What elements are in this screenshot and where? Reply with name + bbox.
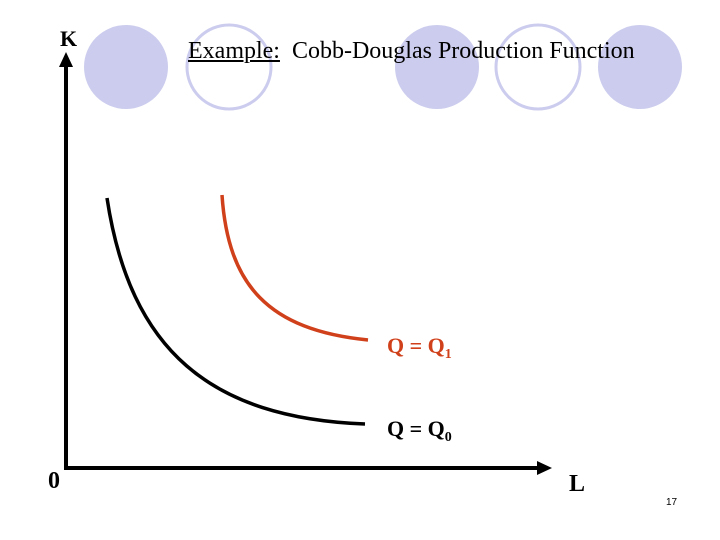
- isoquant-curve-q0: [107, 198, 365, 424]
- isoquant-label-main: Q = Q: [387, 333, 445, 358]
- page-number: 17: [666, 497, 678, 508]
- isoquant-label-main: Q = Q: [387, 416, 445, 441]
- isoquant-label-subscript: 1: [444, 347, 452, 362]
- isoquant-label-q0: [387, 416, 452, 446]
- slide-title: [188, 38, 635, 65]
- title-prefix: Example:: [188, 38, 280, 64]
- isoquant-label-subscript: 0: [444, 430, 452, 445]
- x-axis-label: L: [569, 471, 586, 497]
- origin-label: 0: [48, 468, 60, 494]
- y-axis-arrowhead: [59, 52, 73, 67]
- isoquant-curve-q1: [222, 195, 368, 340]
- decor-circle-filled: [84, 25, 168, 109]
- title-text: Cobb-Douglas Production Function: [291, 38, 635, 64]
- y-axis-label: K: [60, 26, 78, 51]
- x-axis-arrowhead: [537, 461, 552, 475]
- isoquant-label-q1: [387, 333, 452, 363]
- axes: [59, 52, 552, 475]
